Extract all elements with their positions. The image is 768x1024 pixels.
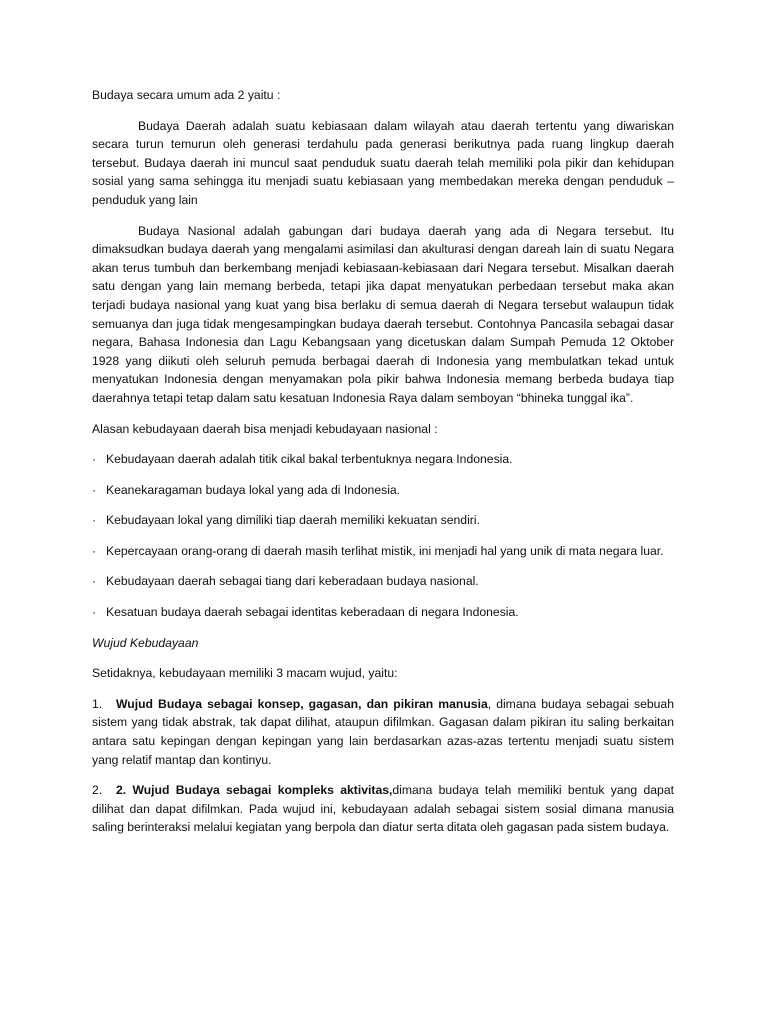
item-number: 1.: [92, 696, 103, 711]
list-item: [92, 572, 674, 591]
document-page: [92, 86, 674, 849]
bullet-marker: ·: [92, 543, 97, 558]
wujud-intro: Setidaknya, kebudayaan memiliki 3 macam wujud, yaitu:: [92, 666, 398, 681]
list-item: [92, 450, 674, 469]
list-item-text: Kebudayaan daerah sebagai tiang dari keberadaan budaya nasional.: [106, 574, 479, 589]
wujud-heading: Wujud Kebudayaan: [92, 635, 199, 650]
list-item: [92, 511, 674, 530]
bullet-marker: ·: [92, 574, 97, 589]
wujud-item: [92, 781, 674, 837]
list-item-text: Kebudayaan daerah adalah titik cikal bakal terbentuknya negara Indonesia.: [106, 452, 513, 467]
item-number: 2.: [92, 783, 103, 798]
bullet-marker: ·: [92, 605, 97, 620]
item-title: 2. Wujud Budaya sebagai kompleks aktivitas,: [116, 783, 393, 798]
reason-list: [92, 450, 674, 622]
item-description: dimana budaya telah memiliki bentuk yang dapat dilihat dan dapat difilmkan. Pada wujud ini, kebudayaan adalah sebagai sistem sosial dimana manusia saling berinteraksi melalui kegiatan yang berpola dan diatur serta ditata oleh gagasan pada sistem budaya.: [92, 783, 674, 835]
paragraph-budaya-daerah: Budaya Daerah adalah suatu kebiasaan dalam wilayah atau daerah tertentu yang diwariskan secara turun temurun oleh generasi terdahulu pada generasi berikutnya pada ruang lingkup daerah tersebut. Budaya daerah ini muncul saat penduduk suatu daerah telah memiliki pola pikir dan kehidupan sosial yang sama sehingga itu menjadi suatu kebiasaan yang membedakan mereka dengan penduduk – penduduk yang lain: [92, 118, 674, 207]
wujud-item: [92, 695, 674, 769]
item-description: , dimana budaya sebagai sebuah sistem yang tidak abstrak, tak dapat dilihat, ataupun difilmkan. Gagasan dalam pikiran itu saling berkaitan antara satu kepingan dengan kepingan yang lain berdasarkan azas-azas tertentu menjadi suatu sistem yang relatif mantap dan kontinyu.: [92, 696, 674, 767]
intro-text: Budaya secara umum ada 2 yaitu :: [92, 88, 281, 102]
item-title: Wujud Budaya sebagai konsep, gagasan, dan pikiran manusia: [116, 696, 488, 711]
list-item-text: Keanekaragaman budaya lokal yang ada di Indonesia.: [106, 482, 401, 497]
bullet-marker: ·: [92, 513, 97, 528]
alasan-heading: Alasan kebudayaan daerah bisa menjadi kebudayaan nasional :: [92, 421, 438, 436]
list-item-text: Kebudayaan lokal yang dimiliki tiap daerah memiliki kekuatan sendiri.: [106, 513, 480, 528]
list-item: [92, 481, 674, 500]
list-item-text: Kepercayaan orang-orang di daerah masih terlihat mistik, ini menjadi hal yang unik di mata negara luar.: [106, 543, 664, 558]
list-item-text: Kesatuan budaya daerah sebagai identitas keberadaan di negara Indonesia.: [106, 605, 519, 620]
bullet-marker: ·: [92, 452, 97, 467]
list-item: [92, 603, 674, 622]
paragraph-budaya-nasional: Budaya Nasional adalah gabungan dari budaya daerah yang ada di Negara tersebut. Itu dimaksudkan budaya daerah yang mengalami asimilasi dan akulturasi dengan dareah lain di suatu Negara akan terus tumbuh dan berkembang menjadi kebiasaan-kebiasaan dari Negara tersebut. Misalkan daerah satu dengan yang lain memang berbeda, tetapi jika dapat menyatukan perbedaan tersebut maka akan terjadi budaya nasional yang kuat yang bisa berlaku di semua daerah di Negara tersebut walaupun tidak semuanya dan juga tidak mengesampingkan budaya daerah tersebut. Contohnya Pancasila sebagai dasar negara, Bahasa Indonesia dan Lagu Kebangsaan yang dicetuskan dalam Sumpah Pemuda 12 Oktober 1928 yang diikuti oleh seluruh pemuda berbagai daerah di Indonesia yang membulatkan tekad untuk menyatukan Indonesia dengan menyamakan pola pikir bahwa Indonesia memang berbeda budaya tiap daerahnya tetapi tetap dalam satu kesatuan Indonesia Raya dalam semboyan “bhineka tunggal ika”.: [92, 223, 674, 405]
bullet-marker: ·: [92, 482, 97, 497]
list-item: [92, 542, 674, 561]
